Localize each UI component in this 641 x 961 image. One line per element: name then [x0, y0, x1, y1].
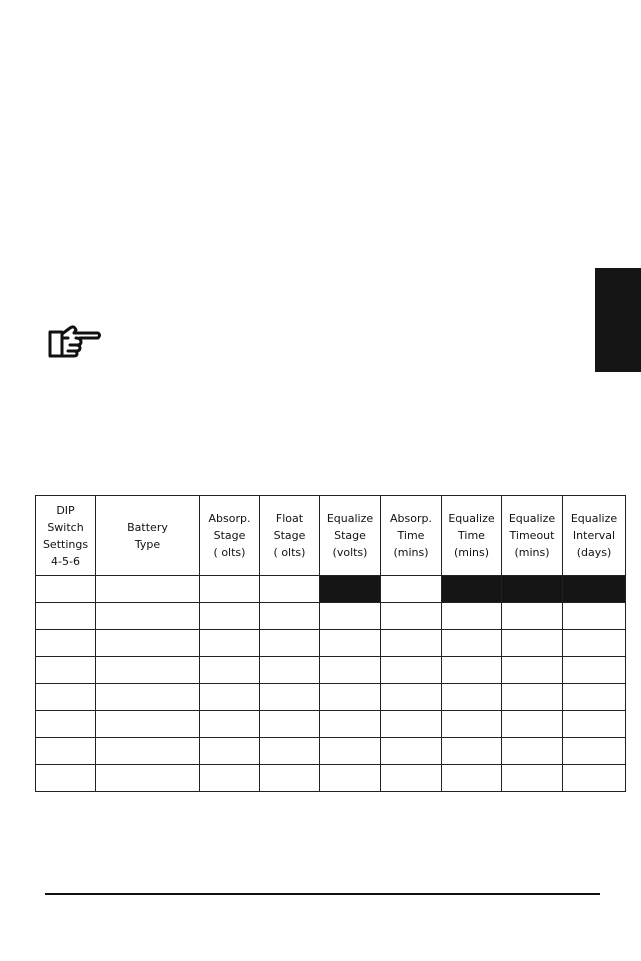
table-cell — [36, 576, 96, 603]
table-cell — [260, 684, 320, 711]
table-cell — [96, 684, 200, 711]
table-cell — [502, 711, 563, 738]
table-cell-shaded — [320, 576, 381, 603]
table-cell-shaded — [442, 576, 502, 603]
table-cell — [502, 603, 563, 630]
table-cell — [381, 765, 442, 792]
table-cell — [381, 603, 442, 630]
table-cell — [36, 738, 96, 765]
table-cell — [200, 765, 260, 792]
table-cell-shaded — [502, 576, 563, 603]
table-cell — [502, 630, 563, 657]
table-cell — [320, 657, 381, 684]
table-cell — [320, 684, 381, 711]
table-row — [36, 630, 626, 657]
table-cell — [200, 684, 260, 711]
table-cell — [381, 657, 442, 684]
table-cell — [442, 684, 502, 711]
footer-rule — [45, 893, 600, 895]
table-cell — [502, 684, 563, 711]
table-cell — [260, 630, 320, 657]
table-cell — [36, 711, 96, 738]
table-cell — [502, 765, 563, 792]
table-row — [36, 765, 626, 792]
table-cell — [260, 603, 320, 630]
table-cell — [381, 684, 442, 711]
table-cell — [36, 657, 96, 684]
header-absorp-time: Absorp. Time (mins) — [381, 496, 442, 576]
table-cell — [200, 711, 260, 738]
table-cell — [200, 576, 260, 603]
header-equalize-timeout: Equalize Timeout (mins) — [502, 496, 563, 576]
table-cell — [381, 630, 442, 657]
table-cell — [442, 603, 502, 630]
table-cell — [320, 738, 381, 765]
table-cell — [381, 576, 442, 603]
table-cell — [381, 711, 442, 738]
charge-settings-table — [35, 495, 626, 792]
table-cell — [260, 738, 320, 765]
table-cell — [563, 711, 626, 738]
table-cell — [442, 738, 502, 765]
table-cell — [563, 684, 626, 711]
table-cell — [200, 603, 260, 630]
pointing-hand-icon — [46, 320, 102, 360]
header-absorp-stage: Absorp. Stage ( olts) — [200, 496, 260, 576]
header-equalize-time: Equalize Time (mins) — [442, 496, 502, 576]
table-cell — [563, 738, 626, 765]
table-row — [36, 711, 626, 738]
table-cell — [96, 657, 200, 684]
table-cell — [563, 765, 626, 792]
table-cell — [320, 603, 381, 630]
table-cell — [502, 738, 563, 765]
table-cell-shaded — [563, 576, 626, 603]
table-cell — [200, 738, 260, 765]
table-row — [36, 576, 626, 603]
table-cell — [36, 684, 96, 711]
table-row — [36, 657, 626, 684]
header-equalize-stage: Equalize Stage (volts) — [320, 496, 381, 576]
header-battery-type: Battery Type — [96, 496, 200, 576]
table-cell — [320, 630, 381, 657]
table-cell — [96, 576, 200, 603]
table-row — [36, 738, 626, 765]
table-cell — [200, 657, 260, 684]
table-cell — [260, 711, 320, 738]
table-row — [36, 684, 626, 711]
table-cell — [563, 603, 626, 630]
header-float-stage: Float Stage ( olts) — [260, 496, 320, 576]
table-cell — [442, 765, 502, 792]
table-cell — [442, 630, 502, 657]
table-cell — [36, 603, 96, 630]
table-cell — [36, 765, 96, 792]
table-cell — [96, 738, 200, 765]
table-row — [36, 603, 626, 630]
table-cell — [96, 765, 200, 792]
table-cell — [442, 657, 502, 684]
table-cell — [96, 711, 200, 738]
section-tab — [595, 268, 641, 372]
header-dip-switch: DIP Switch Settings 4-5-6 — [36, 496, 96, 576]
table-cell — [442, 711, 502, 738]
table-cell — [36, 630, 96, 657]
header-equalize-interval: Equalize Interval (days) — [563, 496, 626, 576]
table-cell — [260, 657, 320, 684]
table-cell — [260, 765, 320, 792]
table-cell — [96, 603, 200, 630]
table-cell — [502, 657, 563, 684]
table-cell — [563, 630, 626, 657]
table-cell — [260, 576, 320, 603]
table-cell — [200, 630, 260, 657]
table-cell — [381, 738, 442, 765]
table-cell — [563, 657, 626, 684]
table-header-row — [36, 496, 626, 576]
table-cell — [320, 711, 381, 738]
table-cell — [96, 630, 200, 657]
table-cell — [320, 765, 381, 792]
